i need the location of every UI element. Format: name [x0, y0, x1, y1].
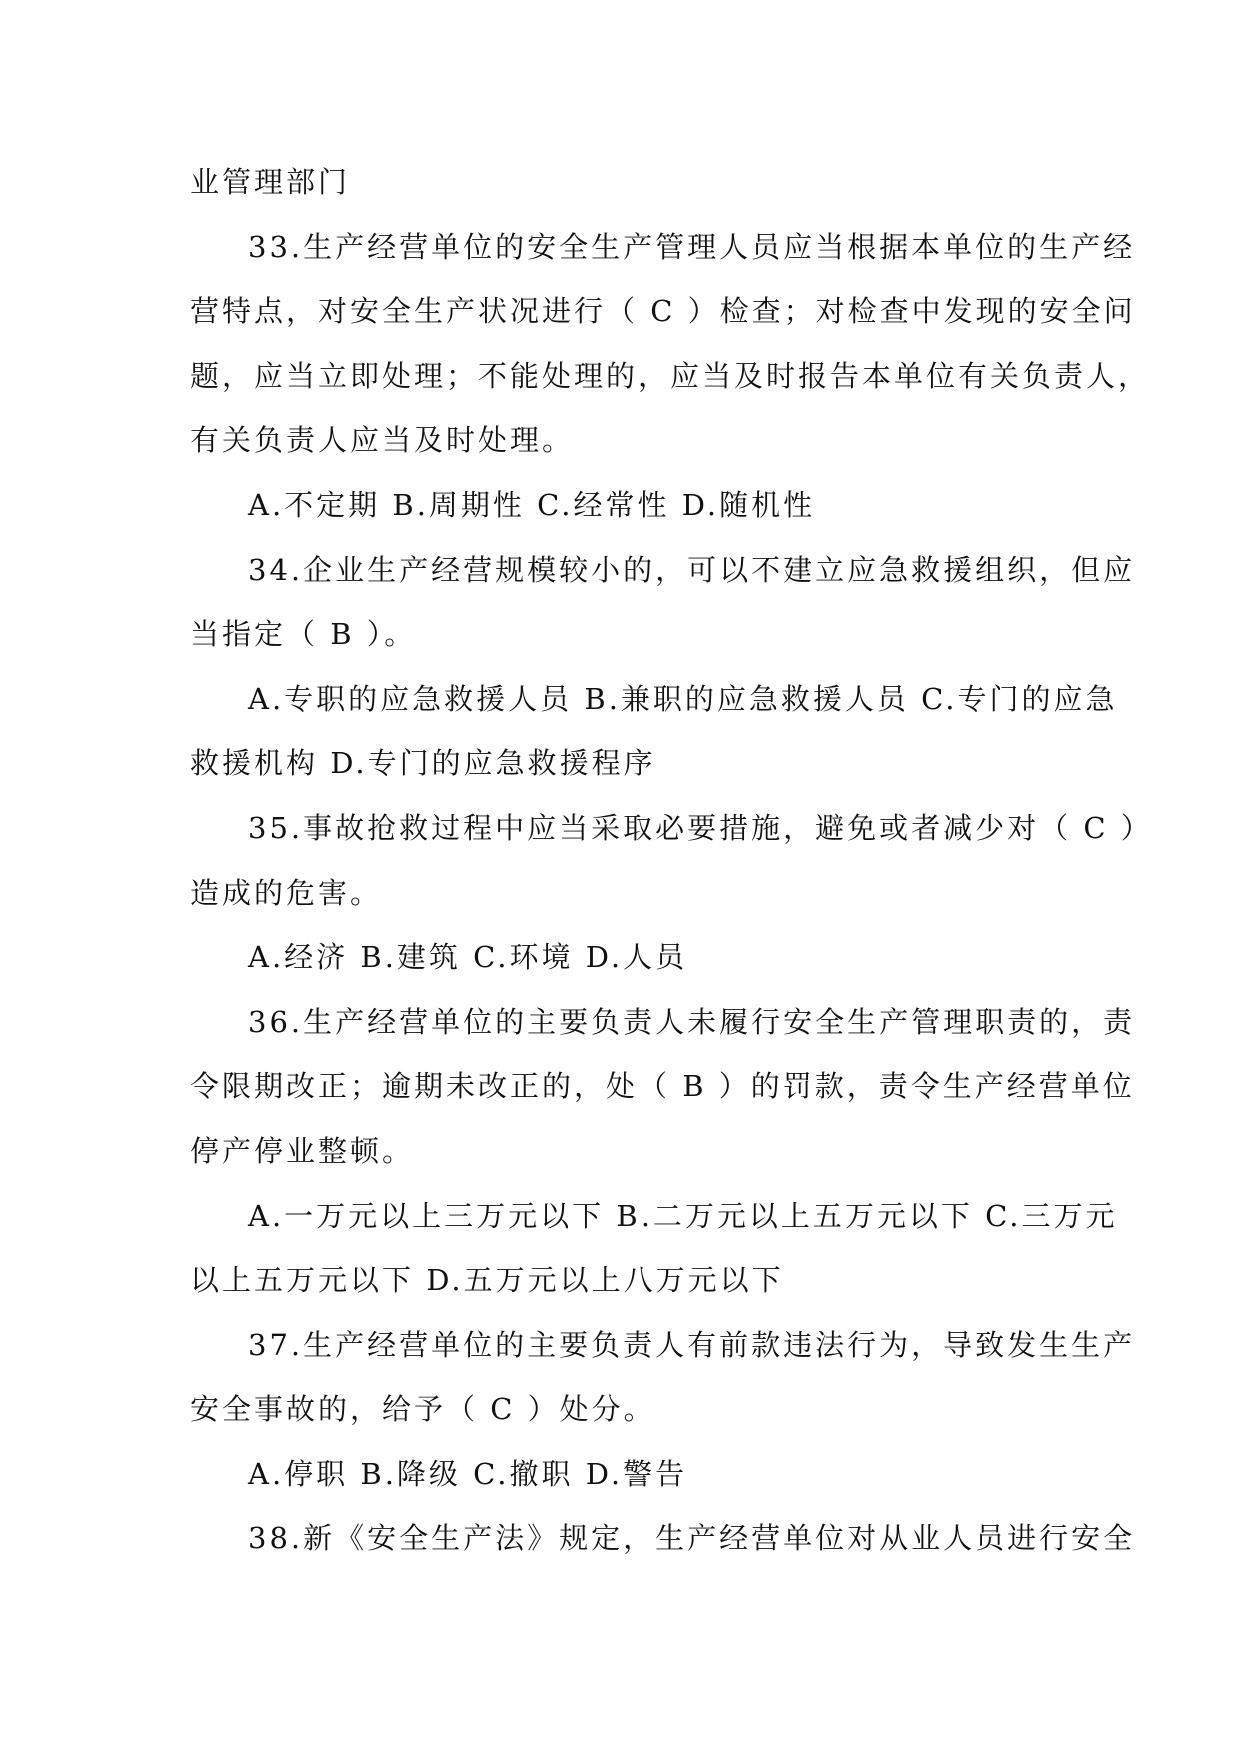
- question-34-options-line-2: 救援机构 D.专门的应急救援程序: [190, 746, 656, 781]
- question-35-line-2: 造成的危害。: [190, 875, 383, 910]
- question-36-line-1: 36.生产经营单位的主要负责人未履行安全生产管理职责的，责: [248, 1004, 1136, 1039]
- question-35-line-1: 35.事故抢救过程中应当采取必要措施，避免或者减少对（ C ）: [248, 810, 1153, 845]
- question-37-line-2: 安全事故的，给予（ C ）处分。: [190, 1392, 656, 1427]
- document-page: [190, 150, 1153, 1571]
- question-33-line-4: 有关负责人应当及时处理。: [190, 423, 575, 458]
- question-33-line-3: 题，应当立即处理；不能处理的，应当及时报告本单位有关负责人，: [190, 358, 1151, 393]
- question-38-line-1: 38.新《安全生产法》规定，生产经营单位对从业人员进行安全: [248, 1521, 1136, 1556]
- question-36-options-line-2: 以上五万元以下 D.五万元以上八万元以下: [190, 1263, 784, 1298]
- text-line-1: 业管理部门: [190, 165, 351, 199]
- question-33-line-1: 33.生产经营单位的安全生产管理人员应当根据本单位的生产经: [248, 229, 1136, 264]
- question-36-options-line-1: A.一万元以上三万元以下 B.二万元以上五万元以下 C.三万元: [248, 1198, 1118, 1233]
- question-37-line-1: 37.生产经营单位的主要负责人有前款违法行为，导致发生生产: [248, 1327, 1136, 1362]
- question-33-options: A.不定期 B.周期性 C.经常性 D.随机性: [248, 487, 816, 522]
- question-36-line-2: 令限期改正；逾期未改正的，处（ B ）的罚款，责令生产经营单位: [190, 1069, 1135, 1104]
- question-34-line-1: 34.企业生产经营规模较小的，可以不建立应急救援组织，但应: [248, 552, 1136, 587]
- question-34-line-2: 当指定（ B ）。: [190, 617, 417, 652]
- question-33-line-2: 营特点，对安全生产状况进行（ C ）检查；对检查中发现的安全问: [190, 294, 1136, 329]
- question-36-line-3: 停产停业整顿。: [190, 1133, 415, 1168]
- question-37-options: A.停职 B.降级 C.撤职 D.警告: [248, 1456, 688, 1491]
- question-34-options-line-1: A.专职的应急救援人员 B.兼职的应急救援人员 C.专门的应急: [248, 681, 1118, 716]
- question-35-options: A.经济 B.建筑 C.环境 D.人员: [248, 940, 688, 975]
